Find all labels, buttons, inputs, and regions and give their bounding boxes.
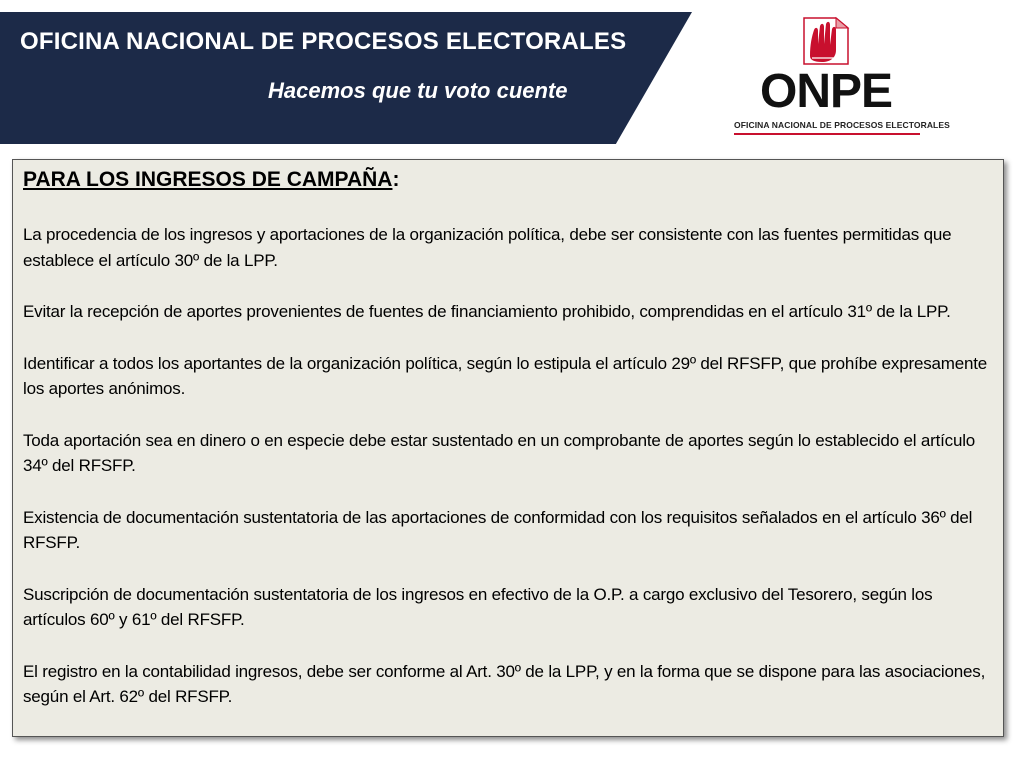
header-title: OFICINA NACIONAL DE PROCESOS ELECTORALES bbox=[20, 28, 627, 55]
paragraph: Suscripción de documentación sustentatoria de los ingresos en efectivo de la O.P. a cargo exclusivo del Tesorero, según los artículos 60º y 61º del RFSFP. bbox=[23, 584, 933, 629]
section-heading-colon: : bbox=[392, 168, 400, 191]
paragraph: Existencia de documentación sustentatoria de las aportaciones de conformidad con los requisitos señalados en el artículo 36º del RFSFP. bbox=[23, 507, 973, 552]
onpe-logo bbox=[728, 14, 950, 138]
logo-subtitle: OFICINA NACIONAL DE PROCESOS ELECTORALES bbox=[734, 120, 950, 130]
header-slogan: Hacemos que tu voto cuente bbox=[268, 78, 568, 103]
paragraph: La procedencia de los ingresos y aportaciones de la organización política, debe ser consistente con las fuentes permitidas que establece el artículo 30º de la LPP. bbox=[23, 225, 952, 270]
content-box bbox=[12, 159, 1004, 737]
logo-wordmark: ONPE bbox=[760, 65, 893, 118]
paragraph: El registro en la contabilidad ingresos, debe ser conforme al Art. 30º de la LPP, y en la forma que se dispone para las asociaciones, según el Art. 62º del RFSFP. bbox=[23, 661, 986, 706]
section-heading bbox=[23, 168, 993, 192]
paragraph: Identificar a todos los aportantes de la organización política, según lo estipula el artículo 29º del RFSFP, que prohíbe expresamente los aportes anónimos. bbox=[23, 353, 988, 398]
section-heading-text: PARA LOS INGRESOS DE CAMPAÑA bbox=[23, 168, 393, 191]
ballot-hand-icon bbox=[796, 14, 856, 66]
paragraph: Toda aportación sea en dinero o en especie debe estar sustentado en un comprobante de aportes según lo establecido el artículo 34º del RFSFP. bbox=[23, 430, 976, 475]
paragraph: Evitar la recepción de aportes provenientes de fuentes de financiamiento prohibido, comprendidas en el artículo 31º de la LPP. bbox=[23, 302, 951, 321]
logo-underline bbox=[734, 133, 920, 135]
